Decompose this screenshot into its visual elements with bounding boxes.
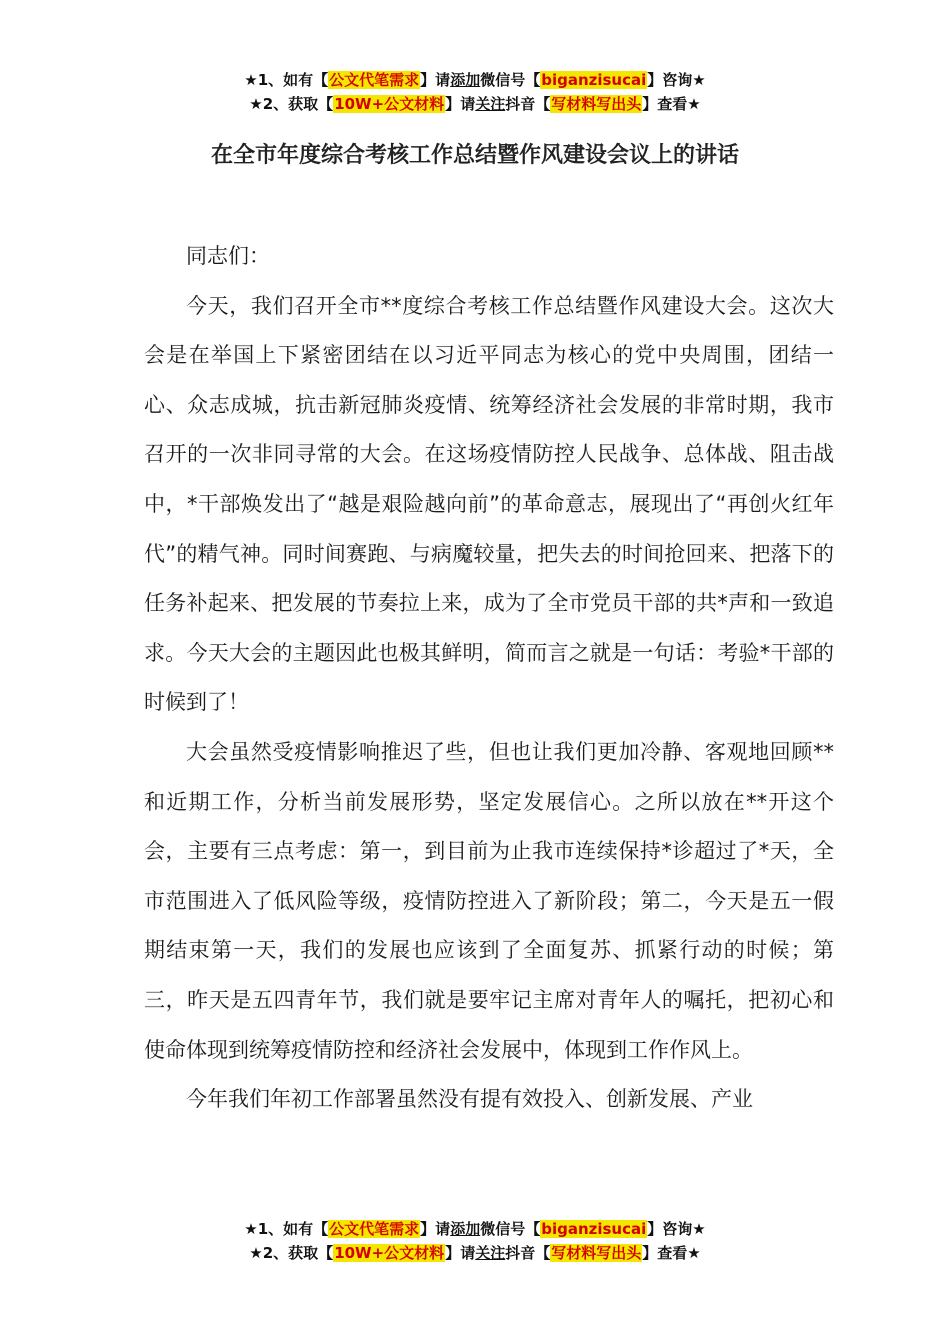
notice-text: 】查看★ [642,95,701,113]
notice-text: 】请 [445,1244,476,1262]
salutation: 同志们： [186,244,270,268]
underlined-text: 关注 [475,95,506,113]
highlight-text: 10W+公文材料 [334,1244,445,1262]
body-paragraph: 今天，我们召开全市**度综合考核工作总结暨作风建设大会。这次大会是在举国上下紧密团结在以习近平同志为核心的党中央周围，团结一心、众志成城，抗击新冠肺炎疫情、统筹经济社会发展的非常时期，我市召开的一次非同寻常的大会。在这场疫情防控人民战争、总体战、阻击战中，*干部焕发出了“越是艰险越向前”的革命意志，展现出了“再创火红年代”的精气神。同时间赛跑、与病魔较量，把失去的时间抢回来、把落下的任务补起来、把发展的节奏拉上来，成为了全市党员干部的共*声和一致追求。今天大会的主题因此也极其鲜明，简而言之就是一句话：考验*干部的时候到了！ [144,293,834,715]
underlined-text: 关注 [475,1244,506,1262]
notice-text: 抖音【 [505,1244,551,1262]
notice-line-2 [0,92,950,116]
notice-text: 】咨询★ [647,71,706,89]
notice-text: 】查看★ [642,1244,701,1262]
notice-text: 微信号【 [480,1220,541,1238]
notice-text: 】请 [420,71,451,89]
highlight-text: 写材料写出头 [551,1244,642,1262]
notice-text: 】咨询★ [647,1220,706,1238]
notice-line-2 [0,1241,950,1265]
header-notice [0,68,950,116]
document-body [144,232,834,1125]
highlight-text: 10W+公文材料 [334,95,445,113]
footer-notice [0,1217,950,1265]
notice-line-1 [0,1217,950,1241]
notice-text: ★1、如有【 [244,1220,329,1238]
document-title: 在全市年度综合考核工作总结暨作风建设会议上的讲话 [210,143,739,168]
notice-text: 微信号【 [480,71,541,89]
highlight-text: 写材料写出头 [551,95,642,113]
highlight-text: biganzisucai [541,1220,647,1238]
body-paragraph: 大会虽然受疫情影响推迟了些，但也让我们更加冷静、客观地回顾**和近期工作，分析当前发展形势，坚定发展信心。之所以放在**开这个会，主要有三点考虑：第一，到目前为止我市连续保持*诊超过了*天，全市范围进入了低风险等级，疫情防控进入了新阶段；第二，今天是五一假期结束第一天，我们的发展也应该到了全面复苏、抓紧行动的时候；第三，昨天是五四青年节，我们就是要牢记主席对青年人的嘱托，把初心和使命体现到统筹疫情防控和经济社会发展中，体现到工作作风上。 [144,739,834,1062]
notice-text: ★1、如有【 [244,71,329,89]
body-paragraph: 今年我们年初工作部署虽然没有提有效投入、创新发展、产业 [186,1087,753,1112]
underlined-text: 添加 [450,71,481,89]
underlined-text: 添加 [450,1220,481,1238]
notice-text: 】请 [445,95,476,113]
notice-text: 】请 [420,1220,451,1238]
notice-text: ★2、获取【 [249,1244,334,1262]
highlight-text: 公文代笔需求 [329,1220,420,1238]
notice-text: 抖音【 [505,95,551,113]
highlight-text: biganzisucai [541,71,647,89]
highlight-text: 公文代笔需求 [329,71,420,89]
notice-text: ★2、获取【 [249,95,334,113]
notice-line-1 [0,68,950,92]
